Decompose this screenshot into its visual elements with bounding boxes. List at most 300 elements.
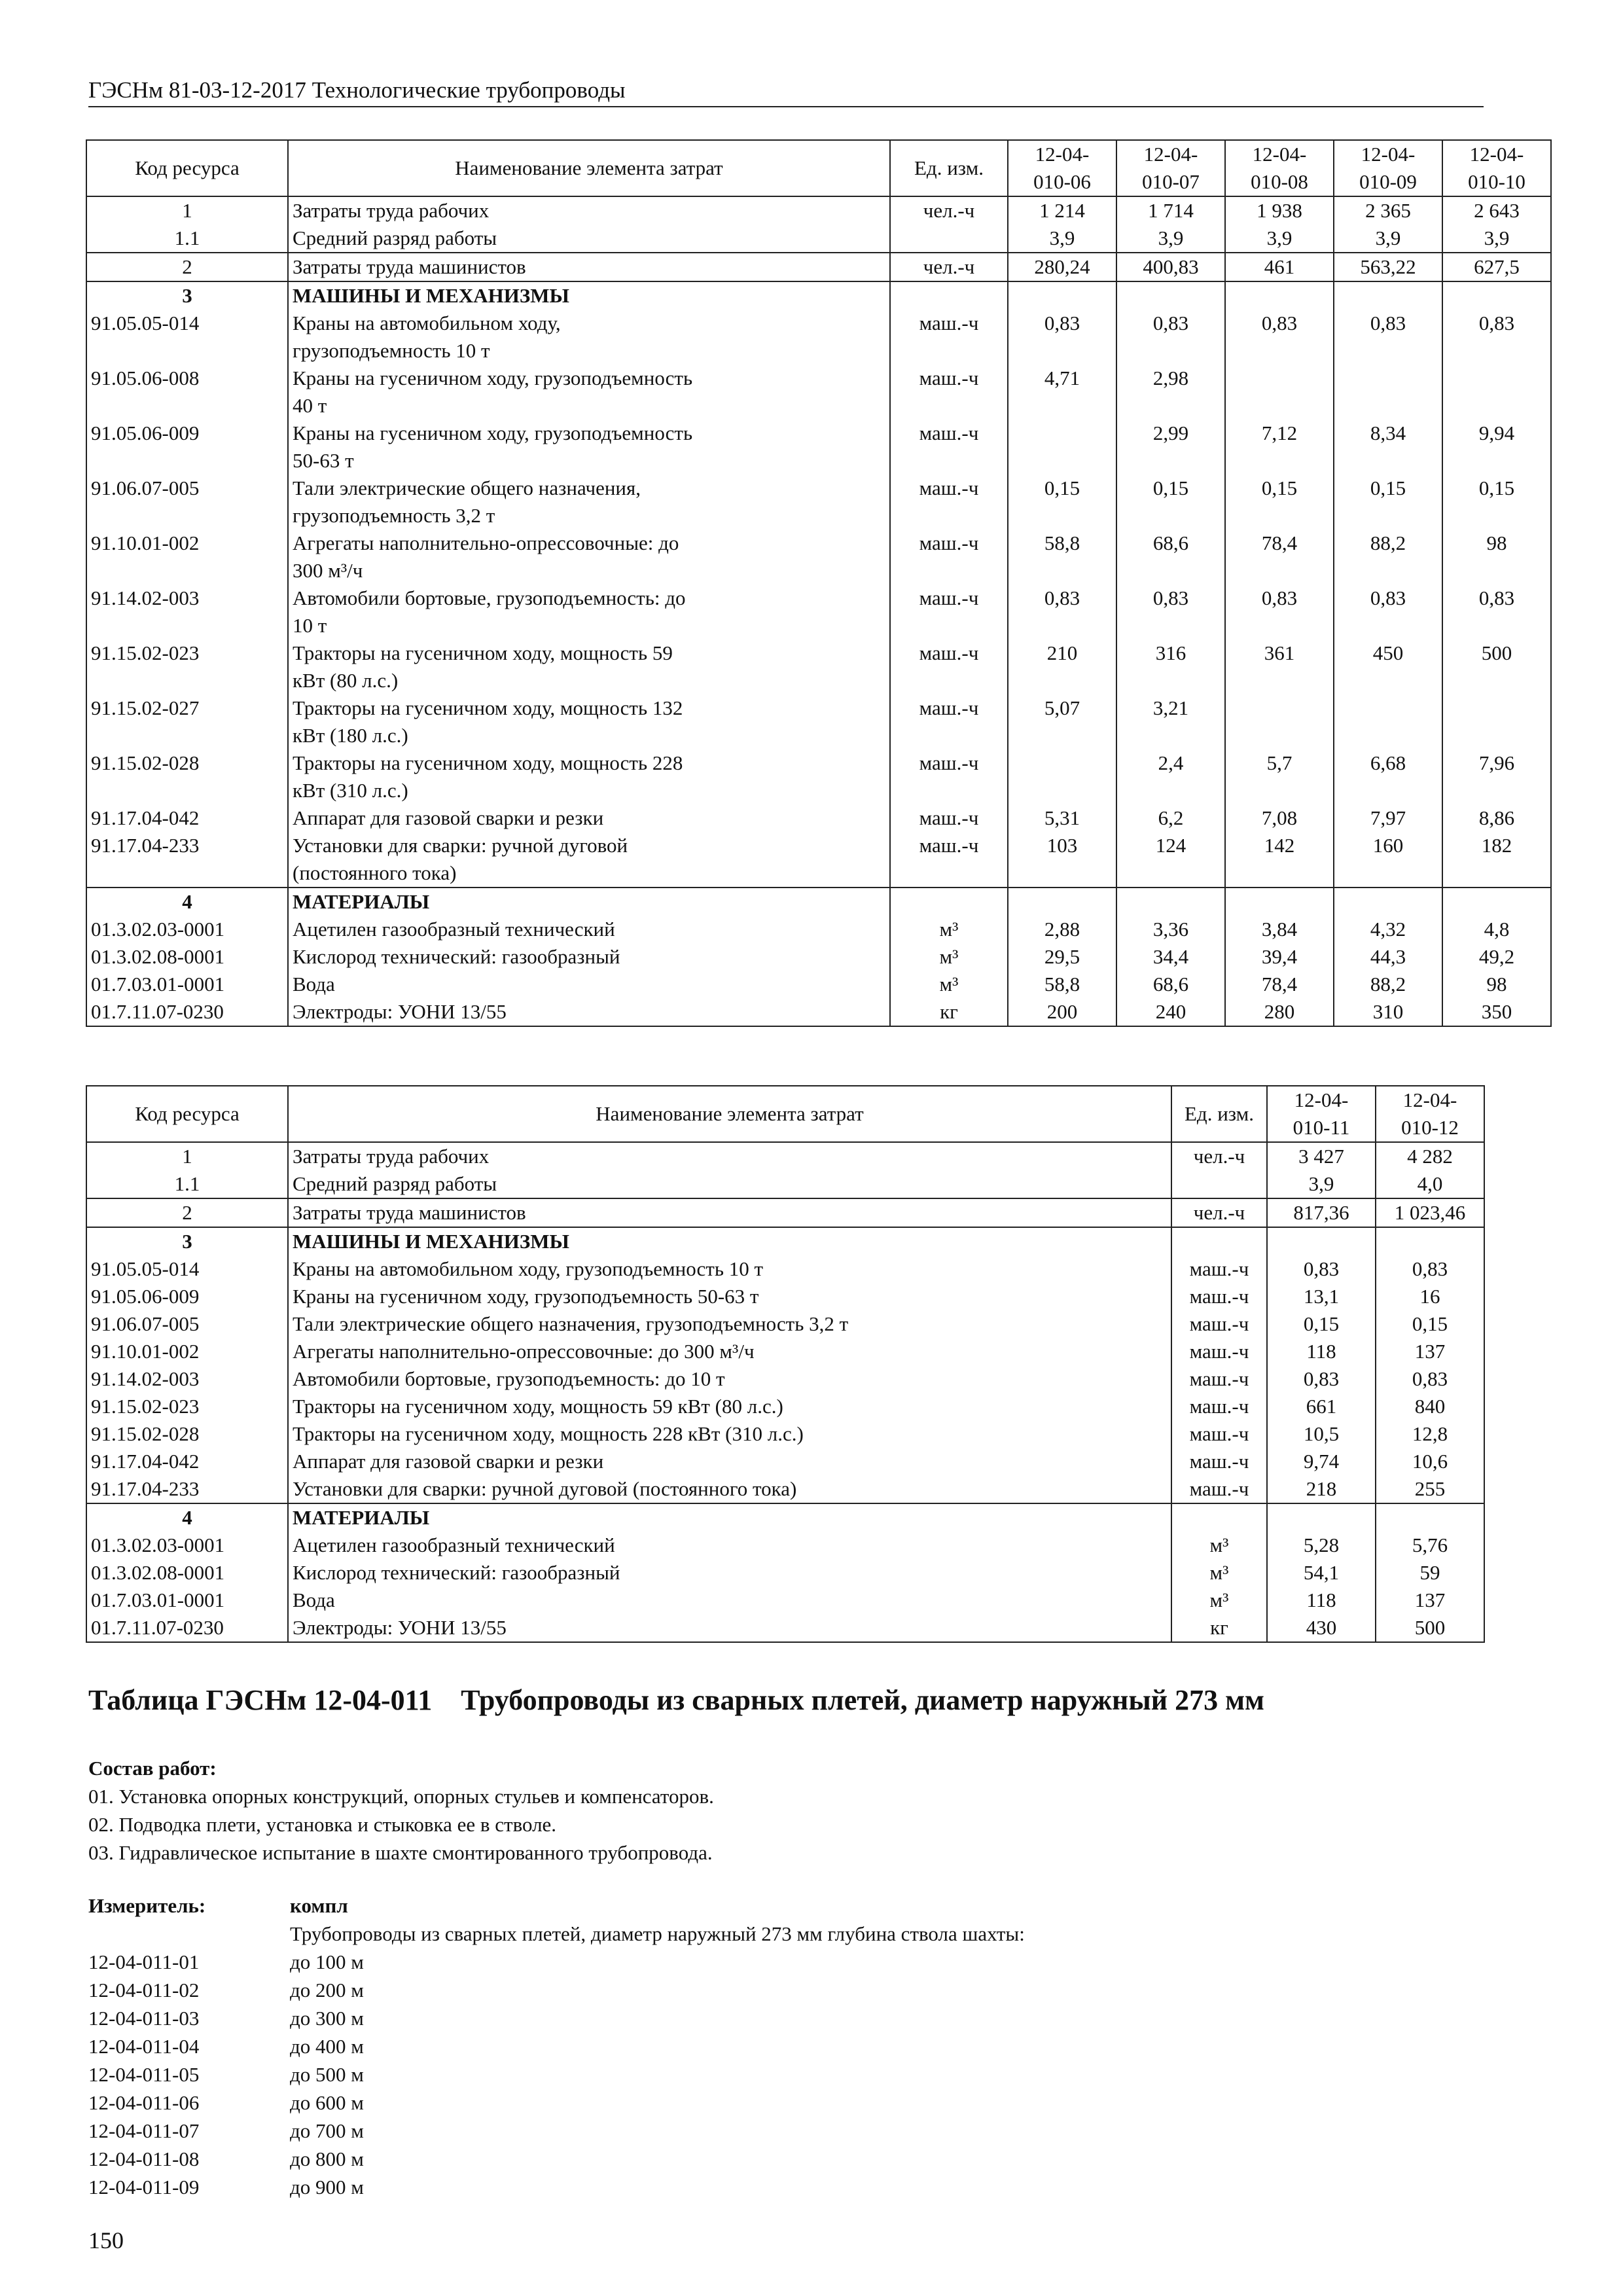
table-row (86, 1559, 1484, 1587)
meter-row-depth: до 800 м (290, 2147, 364, 2170)
meter-row (88, 1948, 874, 1976)
cell-value: 316 (1116, 639, 1225, 694)
cell-unit: маш.-ч (1171, 1420, 1267, 1448)
cell-code: 4 (86, 888, 288, 916)
cell-value: 0,83 (1267, 1365, 1376, 1393)
cell-value (1334, 365, 1442, 420)
cell-code: 91.10.01-002 (86, 529, 288, 584)
cell-value (1442, 281, 1551, 310)
table-row (86, 281, 1551, 310)
table-row (86, 1420, 1484, 1448)
cell-unit: маш.-ч (890, 529, 1008, 584)
meter-row (88, 2089, 874, 2117)
cell-value: 3,21 (1116, 694, 1225, 749)
cell-value: 4 282 (1376, 1142, 1484, 1170)
cell-value: 210 (1008, 639, 1116, 694)
cell-unit: маш.-ч (1171, 1448, 1267, 1475)
cell-name: Электроды: УОНИ 13/55 (288, 1614, 1171, 1642)
cell-unit: чел.-ч (890, 196, 1008, 224)
cell-value: 34,4 (1116, 943, 1225, 971)
cell-value: 627,5 (1442, 253, 1551, 281)
cell-value: 200 (1008, 998, 1116, 1026)
cell-value: 400,83 (1116, 253, 1225, 281)
cell-value: 2,88 (1008, 916, 1116, 943)
cell-value (1225, 281, 1334, 310)
cell-value: 2 643 (1442, 196, 1551, 224)
cell-value (1225, 365, 1334, 420)
cell-name: МАШИНЫ И МЕХАНИЗМЫ (288, 281, 890, 310)
cell-name: Аппарат для газовой сварки и резки (288, 1448, 1171, 1475)
cell-value: 0,83 (1442, 584, 1551, 639)
meter-row-code: 12-04-011-06 (88, 2091, 200, 2114)
col-header-norm: 12-04- 010-11 (1267, 1086, 1376, 1142)
cell-value: 0,83 (1376, 1365, 1484, 1393)
cell-value: 78,4 (1225, 971, 1334, 998)
col-header-code: Код ресурса (86, 1086, 288, 1142)
cell-code: 91.15.02-023 (86, 639, 288, 694)
cell-unit: чел.-ч (1171, 1198, 1267, 1227)
cell-value: 6,68 (1334, 749, 1442, 804)
cell-code: 91.14.02-003 (86, 584, 288, 639)
meter-row (88, 2060, 874, 2089)
table-row (86, 1448, 1484, 1475)
cell-name: Средний разряд работы (288, 224, 890, 253)
cell-value: 88,2 (1334, 971, 1442, 998)
cell-value: 160 (1334, 832, 1442, 888)
cell-value: 3,9 (1267, 1170, 1376, 1198)
resource-table-1 (86, 139, 1552, 1027)
cell-value (1267, 1503, 1376, 1532)
cell-name: Установки для сварки: ручной дуговой (постоянного тока) (288, 1475, 1171, 1503)
cell-value: 5,28 (1267, 1532, 1376, 1559)
cell-value: 3,84 (1225, 916, 1334, 943)
meter-row-depth: до 600 м (290, 2091, 364, 2114)
cell-code: 2 (86, 253, 288, 281)
cell-value: 1 023,46 (1376, 1198, 1484, 1227)
cell-value: 0,15 (1225, 475, 1334, 529)
cell-code: 2 (86, 1198, 288, 1227)
cell-name: Краны на гусеничном ходу, грузоподъемность 50-63 т (288, 1283, 1171, 1310)
cell-value: 563,22 (1334, 253, 1442, 281)
meter-row (88, 2173, 874, 2201)
meter-row-depth: до 400 м (290, 2035, 364, 2058)
cell-code: 91.06.07-005 (86, 1310, 288, 1338)
table-row (86, 1255, 1484, 1283)
cell-name: Средний разряд работы (288, 1170, 1171, 1198)
cell-value: 98 (1442, 971, 1551, 998)
cell-code: 01.7.03.01-0001 (86, 1587, 288, 1614)
cell-value: 1 938 (1225, 196, 1334, 224)
cell-value: 13,1 (1267, 1283, 1376, 1310)
cell-unit: м³ (1171, 1559, 1267, 1587)
cell-name: Ацетилен газообразный технический (288, 916, 890, 943)
cell-value: 124 (1116, 832, 1225, 888)
cell-name: Затраты труда рабочих (288, 1142, 1171, 1170)
cell-code: 91.17.04-042 (86, 1448, 288, 1475)
cell-unit (890, 224, 1008, 253)
cell-name: МАТЕРИАЛЫ (288, 1503, 1171, 1532)
cell-value (1225, 888, 1334, 916)
cell-value: 9,74 (1267, 1448, 1376, 1475)
table-row (86, 1365, 1484, 1393)
cell-code: 4 (86, 1503, 288, 1532)
cell-code: 01.3.02.03-0001 (86, 1532, 288, 1559)
cell-value: 2 365 (1334, 196, 1442, 224)
cell-value (1008, 888, 1116, 916)
cell-unit: маш.-ч (890, 832, 1008, 888)
cell-unit: маш.-ч (1171, 1475, 1267, 1503)
cell-code: 1 (86, 196, 288, 224)
meter-row-depth: до 300 м (290, 2007, 364, 2030)
table-row (86, 888, 1551, 916)
table-row (86, 253, 1551, 281)
cell-value: 0,15 (1267, 1310, 1376, 1338)
col-header-norm: 12-04- 010-12 (1376, 1086, 1484, 1142)
table-row (86, 832, 1551, 888)
meter-row (88, 2117, 874, 2145)
work-item: 01. Установка опорных конструкций, опорных стульев и компенсаторов. (88, 1785, 714, 1808)
cell-value: 59 (1376, 1559, 1484, 1587)
table-row (86, 694, 1551, 749)
meter-row-code: 12-04-011-08 (88, 2147, 200, 2170)
cell-unit (1171, 1503, 1267, 1532)
cell-unit: чел.-ч (890, 253, 1008, 281)
cell-value (1116, 281, 1225, 310)
cell-value: 68,6 (1116, 971, 1225, 998)
cell-unit: маш.-ч (890, 694, 1008, 749)
cell-name: Ацетилен газообразный технический (288, 1532, 1171, 1559)
work-item: 03. Гидравлическое испытание в шахте смонтированного трубопровода. (88, 1841, 713, 1864)
cell-value: 1 714 (1116, 196, 1225, 224)
table-row (86, 1310, 1484, 1338)
cell-value: 68,6 (1116, 529, 1225, 584)
cell-name: Установки для сварки: ручной дуговой (постоянного тока) (288, 832, 890, 888)
cell-name: Электроды: УОНИ 13/55 (288, 998, 890, 1026)
cell-name: Кислород технический: газообразный (288, 943, 890, 971)
table-row (86, 1142, 1484, 1170)
cell-value: 137 (1376, 1338, 1484, 1365)
table-row (86, 475, 1551, 529)
cell-value (1116, 888, 1225, 916)
cell-value: 12,8 (1376, 1420, 1484, 1448)
cell-unit: маш.-ч (1171, 1365, 1267, 1393)
cell-code: 91.15.02-028 (86, 749, 288, 804)
cell-unit: м³ (890, 943, 1008, 971)
cell-unit (890, 888, 1008, 916)
cell-name: Затраты труда машинистов (288, 1198, 1171, 1227)
col-header-code: Код ресурса (86, 140, 288, 196)
table-row (86, 1532, 1484, 1559)
cell-name: Краны на гусеничном ходу, грузоподъемность 40 т (288, 365, 890, 420)
cell-unit: маш.-ч (1171, 1338, 1267, 1365)
cell-code: 91.17.04-233 (86, 1475, 288, 1503)
cell-name: Тракторы на гусеничном ходу, мощность 59 кВт (80 л.с.) (288, 639, 890, 694)
cell-name: Краны на автомобильном ходу, грузоподъемность 10 т (288, 1255, 1171, 1283)
cell-unit: чел.-ч (1171, 1142, 1267, 1170)
cell-value: 218 (1267, 1475, 1376, 1503)
cell-name: Агрегаты наполнительно-опрессовочные: до 300 м³/ч (288, 1338, 1171, 1365)
cell-unit: кг (890, 998, 1008, 1026)
cell-code: 91.05.05-014 (86, 310, 288, 365)
meter-row-depth: до 700 м (290, 2119, 364, 2142)
cell-value: 255 (1376, 1475, 1484, 1503)
meter-row (88, 1976, 874, 2004)
cell-value: 0,15 (1116, 475, 1225, 529)
cell-value: 9,94 (1442, 420, 1551, 475)
cell-value: 0,83 (1008, 310, 1116, 365)
col-header-norm: 12-04- 010-09 (1334, 140, 1442, 196)
cell-value: 0,83 (1225, 310, 1334, 365)
cell-value: 430 (1267, 1614, 1376, 1642)
cell-value: 3 427 (1267, 1142, 1376, 1170)
resource-table-2 (86, 1085, 1485, 1643)
cell-value: 0,15 (1442, 475, 1551, 529)
meter-label: Измеритель: (88, 1894, 206, 1917)
cell-value: 118 (1267, 1338, 1376, 1365)
cell-value: 0,83 (1008, 584, 1116, 639)
table-row (86, 1475, 1484, 1503)
table-row (86, 224, 1551, 253)
page-number: 150 (88, 2227, 124, 2253)
table-row (86, 916, 1551, 943)
cell-code: 01.3.02.08-0001 (86, 1559, 288, 1587)
cell-name: Краны на автомобильном ходу, грузоподъемность 10 т (288, 310, 890, 365)
cell-value: 29,5 (1008, 943, 1116, 971)
cell-name: Тракторы на гусеничном ходу, мощность 228 кВт (310 л.с.) (288, 749, 890, 804)
cell-value: 2,4 (1116, 749, 1225, 804)
table-row (86, 971, 1551, 998)
meter-row-depth: до 100 м (290, 1950, 364, 1973)
cell-code: 91.15.02-027 (86, 694, 288, 749)
table-row (86, 1338, 1484, 1365)
cell-value: 500 (1376, 1614, 1484, 1642)
cell-name: Агрегаты наполнительно-опрессовочные: до 300 м³/ч (288, 529, 890, 584)
meter-row-depth: до 900 м (290, 2176, 364, 2198)
cell-value: 240 (1116, 998, 1225, 1026)
cell-value: 0,15 (1334, 475, 1442, 529)
cell-value (1334, 281, 1442, 310)
work-heading: Состав работ: (88, 1757, 217, 1780)
table-title: Таблица ГЭСНм 12-04-011 Трубопроводы из сварных плетей, диаметр наружный 273 мм (88, 1684, 1265, 1716)
cell-value: 58,8 (1008, 529, 1116, 584)
meter-unit: компл (290, 1894, 348, 1917)
col-header-unit: Ед. изм. (1171, 1086, 1267, 1142)
cell-unit: м³ (1171, 1532, 1267, 1559)
meter-rows (88, 1948, 874, 2201)
cell-value: 2,98 (1116, 365, 1225, 420)
cell-value: 310 (1334, 998, 1442, 1026)
cell-value: 0,83 (1116, 310, 1225, 365)
cell-code: 91.17.04-042 (86, 804, 288, 832)
cell-name: Тали электрические общего назначения, грузоподъемность 3,2 т (288, 475, 890, 529)
cell-value: 4,0 (1376, 1170, 1484, 1198)
cell-value (1334, 888, 1442, 916)
cell-value: 78,4 (1225, 529, 1334, 584)
meter-row (88, 2145, 874, 2173)
cell-value: 0,83 (1225, 584, 1334, 639)
table-row (86, 1170, 1484, 1198)
cell-code: 91.15.02-028 (86, 1420, 288, 1448)
cell-name: Тракторы на гусеничном ходу, мощность 228 кВт (310 л.с.) (288, 1420, 1171, 1448)
cell-value (1442, 694, 1551, 749)
cell-value: 5,7 (1225, 749, 1334, 804)
cell-value: 142 (1225, 832, 1334, 888)
cell-unit (890, 281, 1008, 310)
cell-value: 3,9 (1008, 224, 1116, 253)
cell-value: 118 (1267, 1587, 1376, 1614)
cell-name: Автомобили бортовые, грузоподъемность: до 10 т (288, 584, 890, 639)
cell-code: 91.10.01-002 (86, 1338, 288, 1365)
work-item: 02. Подводка плети, установка и стыковка ее в стволе. (88, 1813, 557, 1836)
meter-row-code: 12-04-011-02 (88, 1979, 200, 2001)
cell-value: 4,71 (1008, 365, 1116, 420)
cell-unit: маш.-ч (890, 584, 1008, 639)
cell-value: 450 (1334, 639, 1442, 694)
cell-value: 0,15 (1376, 1310, 1484, 1338)
table-header-row (86, 1086, 1484, 1142)
cell-value: 88,2 (1334, 529, 1442, 584)
cell-unit: маш.-ч (890, 420, 1008, 475)
cell-unit: м³ (890, 971, 1008, 998)
cell-value (1008, 749, 1116, 804)
cell-value: 350 (1442, 998, 1551, 1026)
cell-unit: м³ (1171, 1587, 1267, 1614)
table-row (86, 1614, 1484, 1642)
cell-value: 6,2 (1116, 804, 1225, 832)
cell-value: 7,96 (1442, 749, 1551, 804)
cell-value: 0,83 (1267, 1255, 1376, 1283)
cell-value: 4,32 (1334, 916, 1442, 943)
cell-code: 91.15.02-023 (86, 1393, 288, 1420)
cell-value: 58,8 (1008, 971, 1116, 998)
meter-row-code: 12-04-011-07 (88, 2119, 200, 2142)
cell-code: 91.06.07-005 (86, 475, 288, 529)
cell-value (1008, 281, 1116, 310)
cell-name: Вода (288, 971, 890, 998)
work-composition (88, 1754, 1482, 1867)
meter-row (88, 2032, 874, 2060)
cell-code: 01.7.11.07-0230 (86, 998, 288, 1026)
table-row (86, 804, 1551, 832)
cell-value: 280 (1225, 998, 1334, 1026)
meter-row-code: 12-04-011-04 (88, 2035, 200, 2058)
cell-unit (1171, 1170, 1267, 1198)
cell-value: 500 (1442, 639, 1551, 694)
cell-name: Автомобили бортовые, грузоподъемность: до 10 т (288, 1365, 1171, 1393)
cell-unit: маш.-ч (890, 639, 1008, 694)
cell-unit: маш.-ч (890, 365, 1008, 420)
cell-value: 840 (1376, 1393, 1484, 1420)
cell-code: 91.05.06-009 (86, 420, 288, 475)
col-header-name: Наименование элемента затрат (288, 1086, 1171, 1142)
cell-name: МАШИНЫ И МЕХАНИЗМЫ (288, 1227, 1171, 1255)
cell-unit: маш.-ч (1171, 1310, 1267, 1338)
running-header: ГЭСНм 81-03-12-2017 Технологические трубопроводы (88, 77, 1484, 107)
meter-row-code: 12-04-011-01 (88, 1950, 200, 1973)
meter-row-depth: до 500 м (290, 2063, 364, 2086)
table-row (86, 529, 1551, 584)
cell-value (1334, 694, 1442, 749)
cell-value: 280,24 (1008, 253, 1116, 281)
table-row (86, 1198, 1484, 1227)
cell-value: 5,07 (1008, 694, 1116, 749)
cell-name: Тали электрические общего назначения, грузоподъемность 3,2 т (288, 1310, 1171, 1338)
cell-value: 3,9 (1334, 224, 1442, 253)
table-body (86, 1142, 1484, 1642)
cell-code: 01.3.02.08-0001 (86, 943, 288, 971)
cell-unit: маш.-ч (890, 475, 1008, 529)
cell-name: МАТЕРИАЛЫ (288, 888, 890, 916)
meter-row-code: 12-04-011-09 (88, 2176, 200, 2198)
cell-value: 5,76 (1376, 1532, 1484, 1559)
cell-value: 4,8 (1442, 916, 1551, 943)
cell-name: Краны на гусеничном ходу, грузоподъемность 50-63 т (288, 420, 890, 475)
cell-value: 98 (1442, 529, 1551, 584)
table-body (86, 196, 1551, 1026)
cell-value: 0,83 (1442, 310, 1551, 365)
table-header-row (86, 140, 1551, 196)
cell-code: 91.05.05-014 (86, 1255, 288, 1283)
cell-value: 7,12 (1225, 420, 1334, 475)
meter-row-code: 12-04-011-05 (88, 2063, 200, 2086)
cell-value: 0,83 (1116, 584, 1225, 639)
cell-name: Тракторы на гусеничном ходу, мощность 132 кВт (180 л.с.) (288, 694, 890, 749)
meter-row-depth: до 200 м (290, 1979, 364, 2001)
cell-value: 8,34 (1334, 420, 1442, 475)
cell-value: 361 (1225, 639, 1334, 694)
table-row (86, 1227, 1484, 1255)
table-row (86, 943, 1551, 971)
cell-code: 3 (86, 281, 288, 310)
cell-value: 44,3 (1334, 943, 1442, 971)
cell-value: 1 214 (1008, 196, 1116, 224)
table-row (86, 584, 1551, 639)
table-row (86, 639, 1551, 694)
table-row (86, 1587, 1484, 1614)
cell-value: 3,36 (1116, 916, 1225, 943)
cell-value: 3,9 (1116, 224, 1225, 253)
table-row (86, 998, 1551, 1026)
cell-value: 54,1 (1267, 1559, 1376, 1587)
cell-unit: маш.-ч (890, 749, 1008, 804)
cell-code: 91.17.04-233 (86, 832, 288, 888)
cell-name: Кислород технический: газообразный (288, 1559, 1171, 1587)
cell-value (1442, 365, 1551, 420)
col-header-unit: Ед. изм. (890, 140, 1008, 196)
cell-code: 1.1 (86, 1170, 288, 1198)
cell-name: Затраты труда рабочих (288, 196, 890, 224)
col-header-norm: 12-04- 010-07 (1116, 140, 1225, 196)
cell-code: 01.3.02.03-0001 (86, 916, 288, 943)
table-row (86, 749, 1551, 804)
cell-value: 137 (1376, 1587, 1484, 1614)
cell-value: 661 (1267, 1393, 1376, 1420)
table-row (86, 420, 1551, 475)
cell-code: 91.05.06-008 (86, 365, 288, 420)
table-row (86, 365, 1551, 420)
cell-unit: маш.-ч (890, 310, 1008, 365)
cell-value: 0,83 (1334, 310, 1442, 365)
cell-value (1225, 694, 1334, 749)
cell-code: 01.7.11.07-0230 (86, 1614, 288, 1642)
cell-unit: м³ (890, 916, 1008, 943)
table-row (86, 310, 1551, 365)
meter-description: Трубопроводы из сварных плетей, диаметр наружный 273 мм глубина ствола шахты: (290, 1922, 1025, 1945)
cell-code: 3 (86, 1227, 288, 1255)
cell-unit: кг (1171, 1614, 1267, 1642)
table-row (86, 1283, 1484, 1310)
cell-value (1376, 1503, 1484, 1532)
